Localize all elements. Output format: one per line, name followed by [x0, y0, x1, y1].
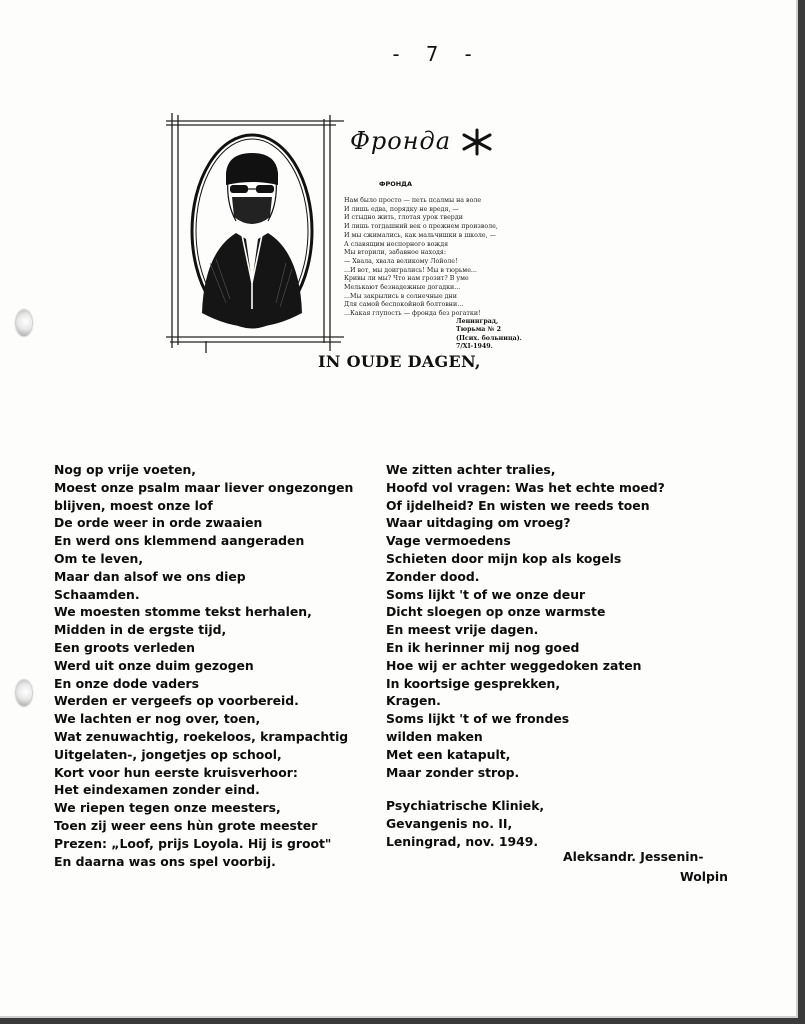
clipping-poem-line: И лишь тогдашний век о прежнем произволе, — [344, 223, 498, 231]
clipping-poem-line: Нам было просто — петь псалмы на воле — [344, 197, 482, 204]
clipping-signature-line: Тюрьма № 2 — [456, 326, 501, 334]
poem-line: Wat zenuwachtig, roekeloos, krampachtig — [54, 728, 349, 744]
poem-line: Of ijdelheid? En wisten we reeds toen — [386, 497, 650, 513]
poem-left-column — [54, 461, 353, 870]
poem-line: Werd uit onze duim gezogen — [54, 657, 254, 673]
clipping-poem-line: А славящим неспорного вождя — [344, 240, 449, 248]
poem-line: Nog op vrije voeten, — [54, 462, 197, 477]
poem-line: Midden in de ergste tijd, — [54, 622, 227, 638]
poem-line: Prezen: „Loof, prijs Loyola. Hij is groot" — [54, 835, 332, 851]
clipping-poem — [344, 197, 534, 319]
poem-line: Vage vermoedens — [386, 533, 511, 549]
poem-line: Uitgelaten-, jongetjes op school, — [54, 746, 282, 762]
asterisk-icon — [460, 127, 494, 157]
poem-line: Schaamden. — [54, 586, 140, 602]
poem-line: Hoe wij er achter weggedoken zaten — [386, 657, 642, 673]
poem-line: We zitten achter tralies, — [386, 462, 556, 477]
poem-line: En ik herinner mij nog goed — [386, 639, 580, 655]
clipping-poem-line: ...Мы закрылись в солнечные дни — [344, 292, 457, 300]
poem-line: Het eindexamen zonder eind. — [54, 782, 260, 798]
clipping-signature-line: Ленинград, — [456, 318, 499, 325]
poem-heading: IN OUDE DAGEN, — [318, 352, 481, 371]
clipping-poem-line: И лишь едва, порядку не вредя, — — [344, 205, 459, 213]
punch-hole-icon — [16, 680, 32, 706]
place-line: Leningrad, nov. 1949. — [386, 833, 539, 849]
page-number: - 7 - — [390, 42, 481, 66]
clipping-poem-line: ...Какая глупость — фронда без рогатки! — [344, 310, 481, 318]
poem-line: Waar uitdaging om vroeg? — [386, 515, 571, 531]
poem-line: En onze dode vaders — [54, 675, 200, 691]
author-name: Aleksandr. Jessenin- — [563, 849, 704, 864]
poem-line: Soms lijkt 't of we onze deur — [386, 586, 586, 602]
poem-line: En daarna was ons spel voorbij. — [54, 853, 276, 869]
poem-line: Om te leven, — [54, 550, 144, 566]
clipping-poem-line: И стыдно жить, глотая урок тверди — [344, 214, 463, 222]
poem-right-column — [386, 461, 665, 781]
poem-line: We riepen tegen onze meesters, — [54, 800, 281, 816]
poem-line: blijven, moest onze lof — [54, 497, 213, 513]
poem-line: Een groots verleden — [54, 639, 195, 655]
handwritten-title: Фронда — [350, 127, 452, 155]
place-line: Gevangenis no. II, — [386, 815, 513, 831]
clipping-poem-line: Мы вторили, забавное находя: — [344, 249, 446, 257]
clipping-poem-line: И мы сжимались, как мальчишки в школе, — — [344, 231, 496, 239]
poem-line: Maar zonder strop. — [386, 764, 520, 780]
place-line: Psychiatrische Kliniek, — [386, 798, 545, 813]
poem-line: We lachten er nog over, toen, — [54, 711, 261, 727]
poem-line: We moesten stomme tekst herhalen, — [54, 604, 312, 620]
poem-line: En werd ons klemmend aangeraden — [54, 533, 305, 549]
clipping-poem-line: Мелькают безнадежные догадки... — [344, 284, 461, 292]
poem-line: Hoofd vol vragen: Was het echte moed? — [386, 479, 665, 495]
poem-line: Dicht sloegen op onze warmste — [386, 604, 606, 620]
poem-line: Zonder dood. — [386, 568, 480, 584]
clipping-poem-line: Кривы ли мы? Что нам грозит? В уме — [344, 275, 469, 283]
punch-hole-icon — [16, 310, 32, 336]
poem-line: Maar dan alsof we ons diep — [54, 568, 246, 584]
poem-line: Soms lijkt 't of we frondes — [386, 711, 570, 727]
clipping-poem-line: ...И вот, мы доигрались! Мы в тюрьме... — [344, 266, 477, 274]
poem-line: Kort voor hun eerste kruisverhoor: — [54, 764, 298, 780]
poem-line: Schieten door mijn kop als kogels — [386, 550, 622, 566]
clipping-signature-line: (Псих. больница). — [456, 334, 522, 342]
poem-line: Toen zij weer eens hùn grote meester — [54, 817, 318, 833]
poem-line: De orde weer in orde zwaaien — [54, 515, 263, 531]
poem-line: Moest onze psalm maar liever ongezongen — [54, 479, 354, 495]
clipping-signature — [456, 318, 522, 351]
poem-line: wilden maken — [386, 728, 483, 744]
portrait-illustration — [166, 113, 344, 353]
newspaper-clipping — [166, 113, 531, 353]
poem-line: Kragen. — [386, 693, 441, 709]
poem-line: Met een katapult, — [386, 746, 511, 762]
clipping-poem-line: — Хвала, хвала великому Лойоле! — [344, 257, 458, 265]
author-name-continued: Wolpin — [680, 869, 728, 884]
clipping-signature-line: 7/XI-1949. — [456, 342, 493, 350]
poem-line: In koortsige gesprekken, — [386, 675, 561, 691]
clipping-title: ФРОНДА — [379, 180, 412, 188]
place-and-date — [386, 797, 544, 850]
poem-line: En meest vrije dagen. — [386, 622, 539, 638]
clipping-poem-line: Для самой беспокойной болтовни... — [344, 301, 464, 309]
poem-line: Werden er vergeefs op voorbereid. — [54, 693, 299, 709]
